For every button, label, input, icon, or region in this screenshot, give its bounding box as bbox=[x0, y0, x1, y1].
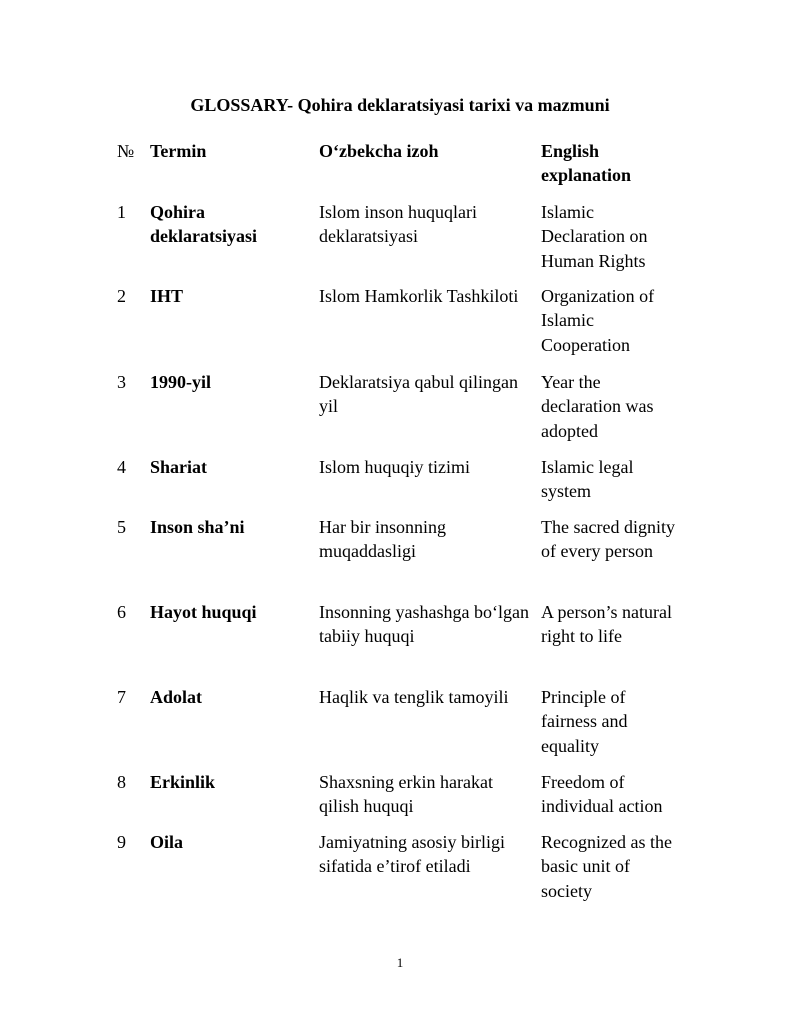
row-uzbek: Islom inson huquqlari deklaratsiyasi bbox=[319, 202, 477, 247]
row-english: Freedom of individual action bbox=[541, 772, 663, 817]
row-uzbek: Shaxsning erkin harakat qilish huquqi bbox=[319, 772, 493, 817]
page-number: 1 bbox=[396, 955, 404, 970]
row-uzbek: Deklaratsiya qabul qilingan yil bbox=[319, 372, 518, 417]
row-number: 5 bbox=[117, 517, 126, 537]
row-uzbek: Islom huquqiy tizimi bbox=[319, 457, 470, 477]
row-number: 2 bbox=[117, 286, 126, 306]
row-term: Qohira deklaratsiyasi bbox=[150, 202, 258, 247]
row-english: Year the declaration was adopted bbox=[541, 372, 654, 441]
row-english: Principle of fairness and equality bbox=[541, 687, 628, 756]
row-term: Adolat bbox=[150, 687, 203, 707]
header-english: English explanation bbox=[541, 141, 632, 186]
row-number: 8 bbox=[117, 772, 126, 792]
row-term: Inson sha’ni bbox=[150, 517, 245, 537]
row-number: 7 bbox=[117, 687, 126, 707]
row-english: Organization of Islamic Cooperation bbox=[541, 286, 655, 355]
row-term: Shariat bbox=[150, 457, 208, 477]
header-term: Termin bbox=[150, 141, 207, 161]
row-english: A person’s natural right to life bbox=[541, 602, 672, 647]
row-number: 9 bbox=[117, 832, 126, 852]
row-number: 4 bbox=[117, 457, 126, 477]
row-number: 1 bbox=[117, 202, 126, 222]
header-uzbek: O‘zbekcha izoh bbox=[319, 141, 439, 161]
row-term: Hayot huquqi bbox=[150, 602, 257, 622]
row-term: Erkinlik bbox=[150, 772, 216, 792]
row-term: IHT bbox=[150, 286, 184, 306]
row-number: 3 bbox=[117, 372, 126, 392]
row-term: 1990-yil bbox=[150, 372, 211, 392]
row-uzbek: Insonning yashashga bo‘lgan tabiiy huquqi bbox=[319, 602, 529, 647]
row-english: The sacred dignity of every person bbox=[541, 517, 675, 562]
row-english: Islamic Declaration on Human Rights bbox=[541, 202, 648, 271]
row-uzbek: Jamiyatning asosiy birligi sifatida e’tirof etiladi bbox=[319, 832, 505, 877]
row-uzbek: Haqlik va tenglik tamoyili bbox=[319, 687, 509, 707]
row-term: Oila bbox=[150, 832, 184, 852]
row-english: Islamic legal system bbox=[541, 457, 634, 502]
row-uzbek: Har bir insonning muqaddasligi bbox=[319, 517, 446, 562]
row-uzbek: Islom Hamkorlik Tashkiloti bbox=[319, 286, 519, 306]
document-title: GLOSSARY- Qohira deklaratsiyasi tarixi va mazmuni bbox=[190, 95, 610, 115]
header-number: № bbox=[117, 141, 135, 161]
row-english: Recognized as the basic unit of society bbox=[541, 832, 672, 901]
row-number: 6 bbox=[117, 602, 126, 622]
